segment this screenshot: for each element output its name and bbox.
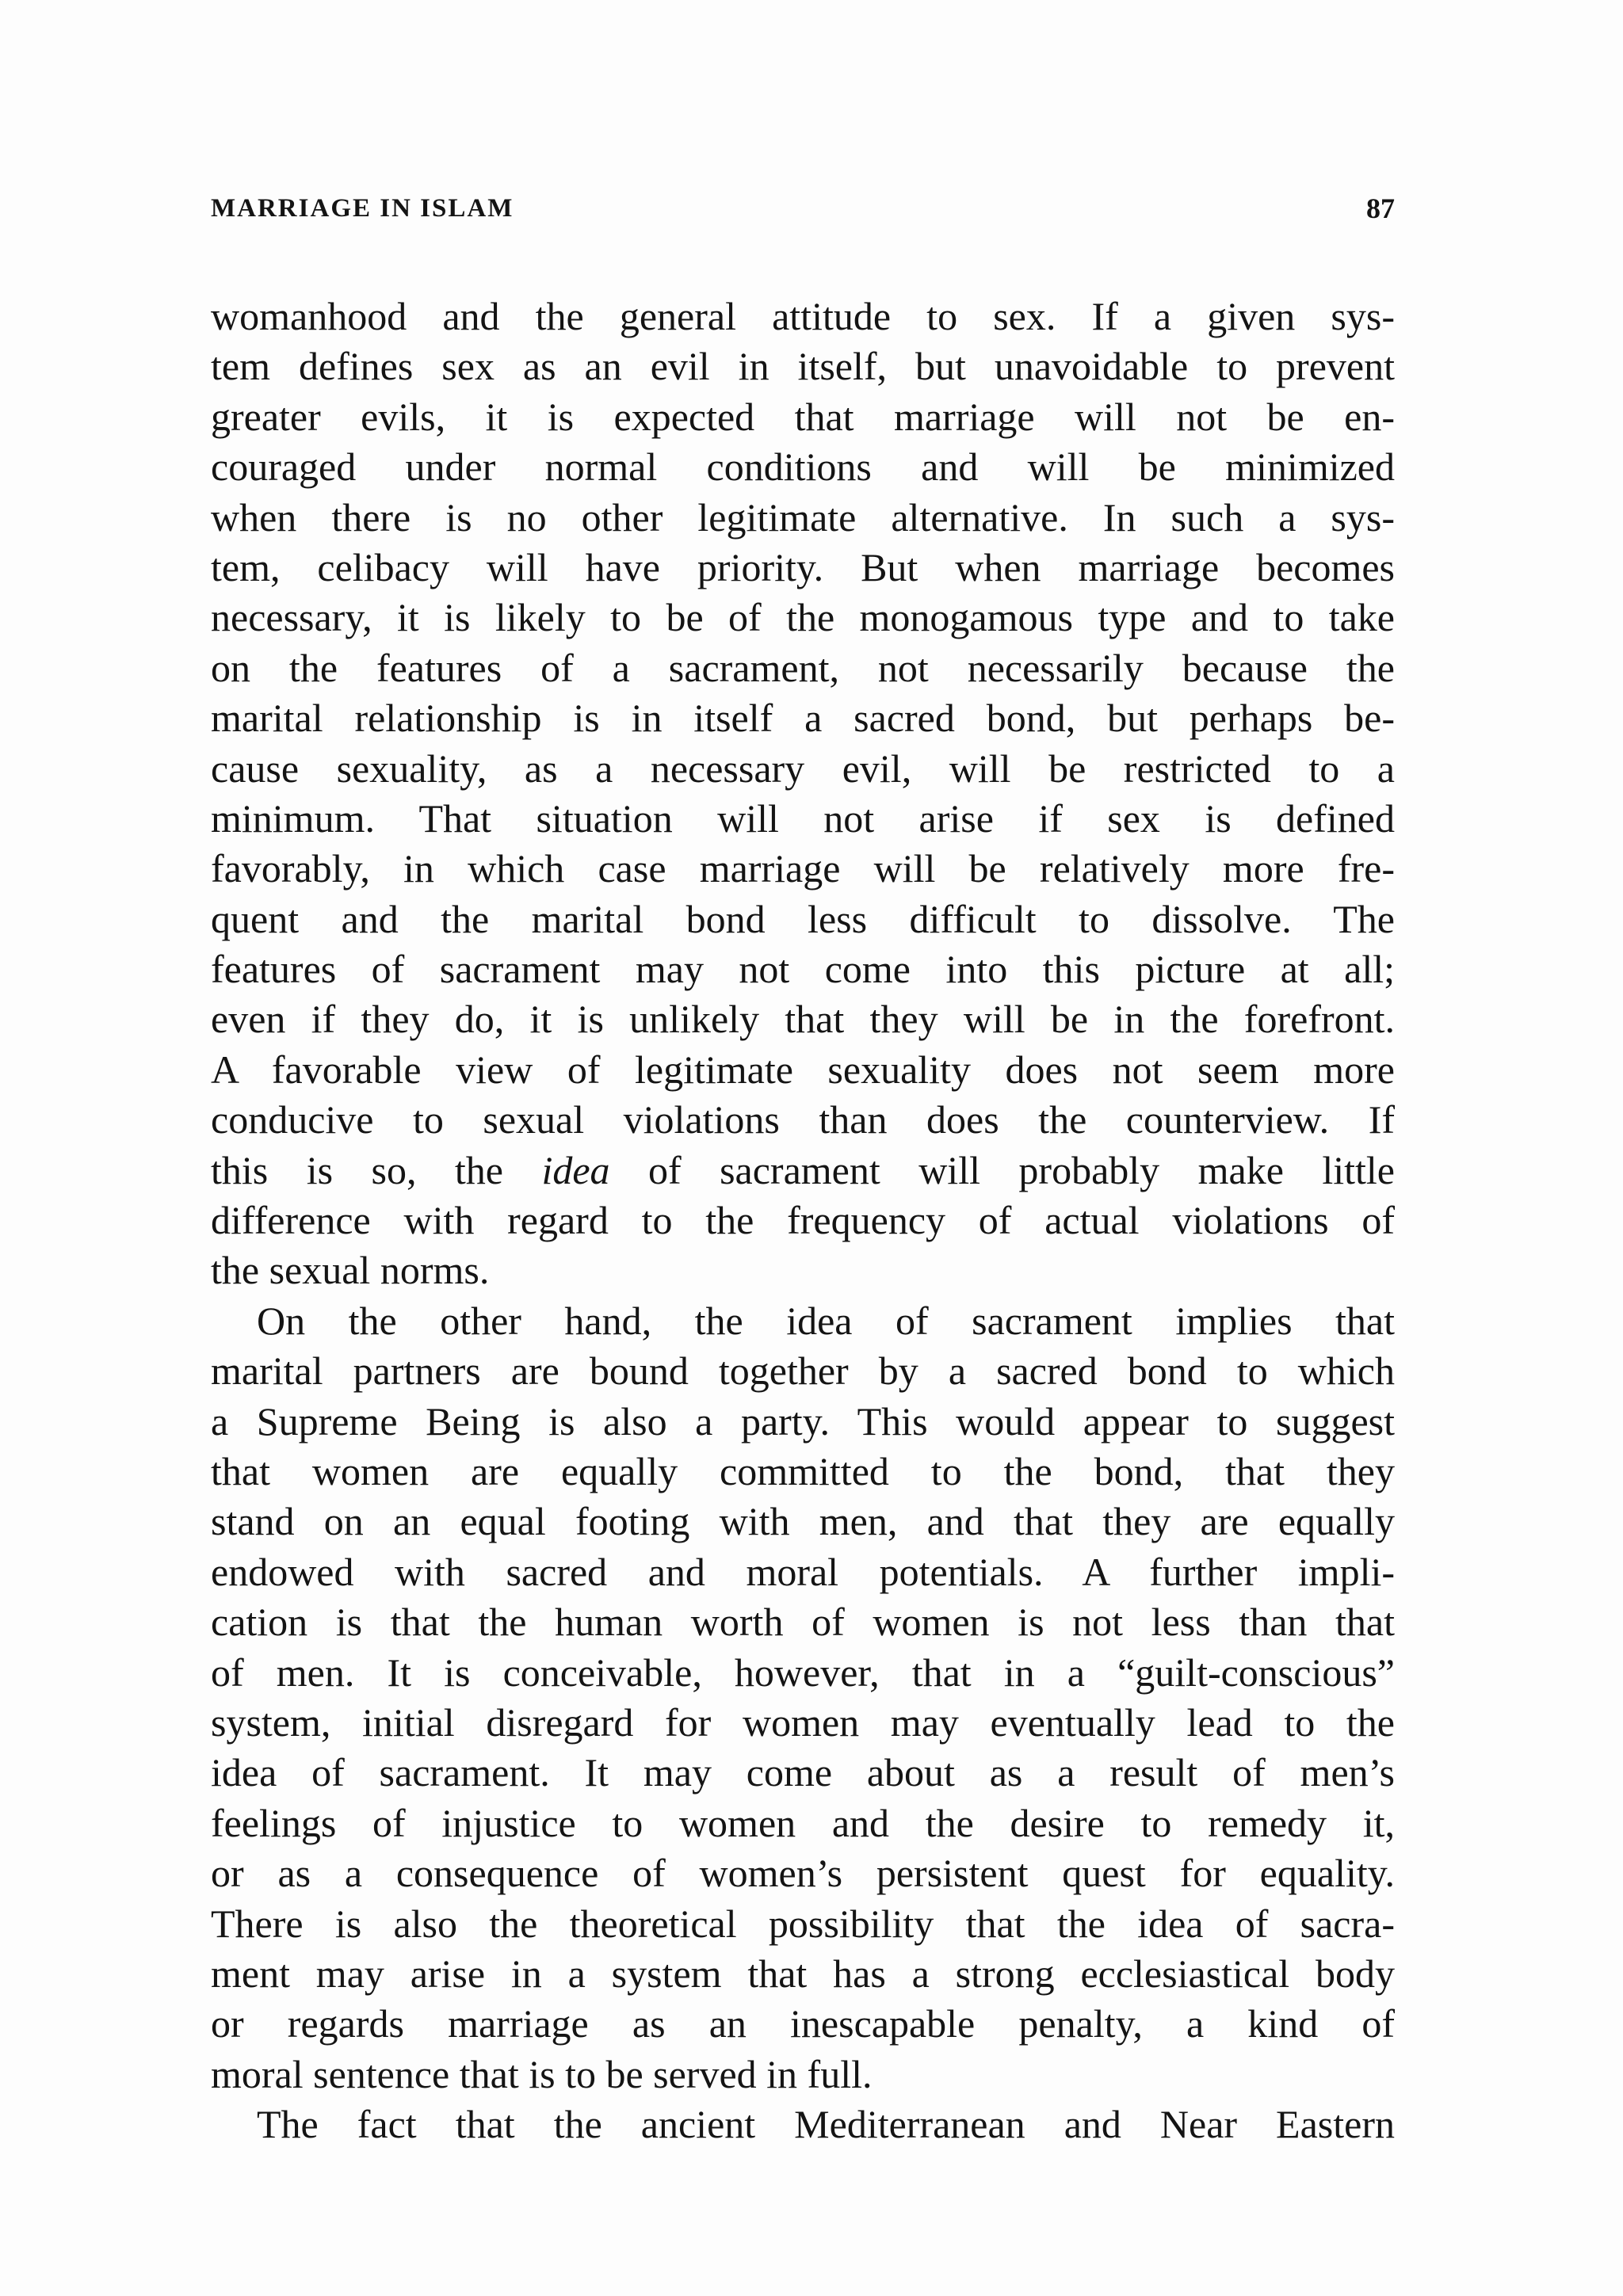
text-line: cation is that the human worth of women is not less than that <box>211 1600 1395 1645</box>
paragraph-first-line: On the other hand, the idea of sacrament implies that <box>257 1298 1395 1343</box>
text-line: There is also the theoretical possibility that the idea of sacra- <box>211 1901 1395 1946</box>
text-line: couraged under normal conditions and will be minimized <box>211 444 1395 490</box>
text-line: ment may arise in a system that has a strong ecclesiastical body <box>211 1951 1395 1996</box>
text-line: marital relationship is in itself a sacred bond, but perhaps be- <box>211 696 1395 741</box>
text-line: tem, celibacy will have priority. But when marriage becomes <box>211 544 1395 589</box>
text-line: tem defines sex as an evil in itself, but unavoidable to prevent <box>211 344 1395 389</box>
text-line: on the features of a sacrament, not necessarily because the <box>211 645 1395 690</box>
italic-word: idea <box>541 1147 610 1192</box>
text-line: system, initial disregard for women may eventually lead to the <box>211 1699 1395 1745</box>
paragraph-end-line: the sexual norms. <box>211 1248 490 1293</box>
paragraph-first-line: The fact that the ancient Mediterranean and Near Eastern <box>257 2102 1395 2147</box>
text-line: marital partners are bound together by a sacred bond to which <box>211 1348 1395 1394</box>
text-line: greater evils, it is expected that marriage will not be en- <box>211 394 1395 439</box>
text-line: quent and the marital bond less difficult to dissolve. The <box>211 896 1395 941</box>
paragraph-end-line: moral sentence that is to be served in full. <box>211 2051 873 2096</box>
running-head <box>211 189 1395 228</box>
text-line: cause sexuality, as a necessary evil, will be restricted to a <box>211 746 1395 791</box>
text-line: conducive to sexual violations than does the counterview. If <box>211 1097 1395 1142</box>
text-line: A favorable view of legitimate sexuality does not seem more <box>211 1047 1395 1092</box>
text-line: features of sacrament may not come into this picture at all; <box>211 947 1395 992</box>
body-text <box>211 292 1395 2149</box>
text-line <box>211 1146 1395 1196</box>
text-line: idea of sacrament. It may come about as a result of men’s <box>211 1750 1395 1795</box>
text-line: that women are equally committed to the bond, that they <box>211 1448 1395 1493</box>
text-line: feelings of injustice to women and the desire to remedy it, <box>211 1800 1395 1845</box>
text-line: necessary, it is likely to be of the monogamous type and to take <box>211 595 1395 640</box>
text-line: when there is no other legitimate alternative. In such a sys- <box>211 494 1395 540</box>
text-line: a Supreme Being is also a party. This would appear to suggest <box>211 1398 1395 1444</box>
text-segment: of sacrament will probably make little <box>609 1147 1395 1192</box>
text-line: favorably, in which case marriage will be relatively more fre- <box>211 846 1395 891</box>
text-segment: this is so, the <box>211 1147 542 1192</box>
text-line: difference with regard to the frequency of actual violations of <box>211 1198 1395 1243</box>
text-line: or as a consequence of women’s persistent quest for equality. <box>211 1851 1395 1896</box>
text-line: womanhood and the general attitude to sex. If a given sys- <box>211 294 1395 338</box>
running-title: MARRIAGE IN ISLAM <box>211 194 514 223</box>
text-line: of men. It is conceivable, however, that in a “guilt-conscious” <box>211 1650 1395 1695</box>
text-line: endowed with sacred and moral potentials. A further impli- <box>211 1549 1395 1594</box>
text-line: stand on an equal footing with men, and that they are equally <box>211 1499 1395 1544</box>
page-number: 87 <box>1366 193 1395 224</box>
text-line: even if they do, it is unlikely that they will be in the forefront. <box>211 997 1395 1042</box>
text-line: minimum. That situation will not arise if sex is defined <box>211 795 1395 841</box>
text-line: or regards marriage as an inescapable penalty, a kind of <box>211 2001 1395 2046</box>
